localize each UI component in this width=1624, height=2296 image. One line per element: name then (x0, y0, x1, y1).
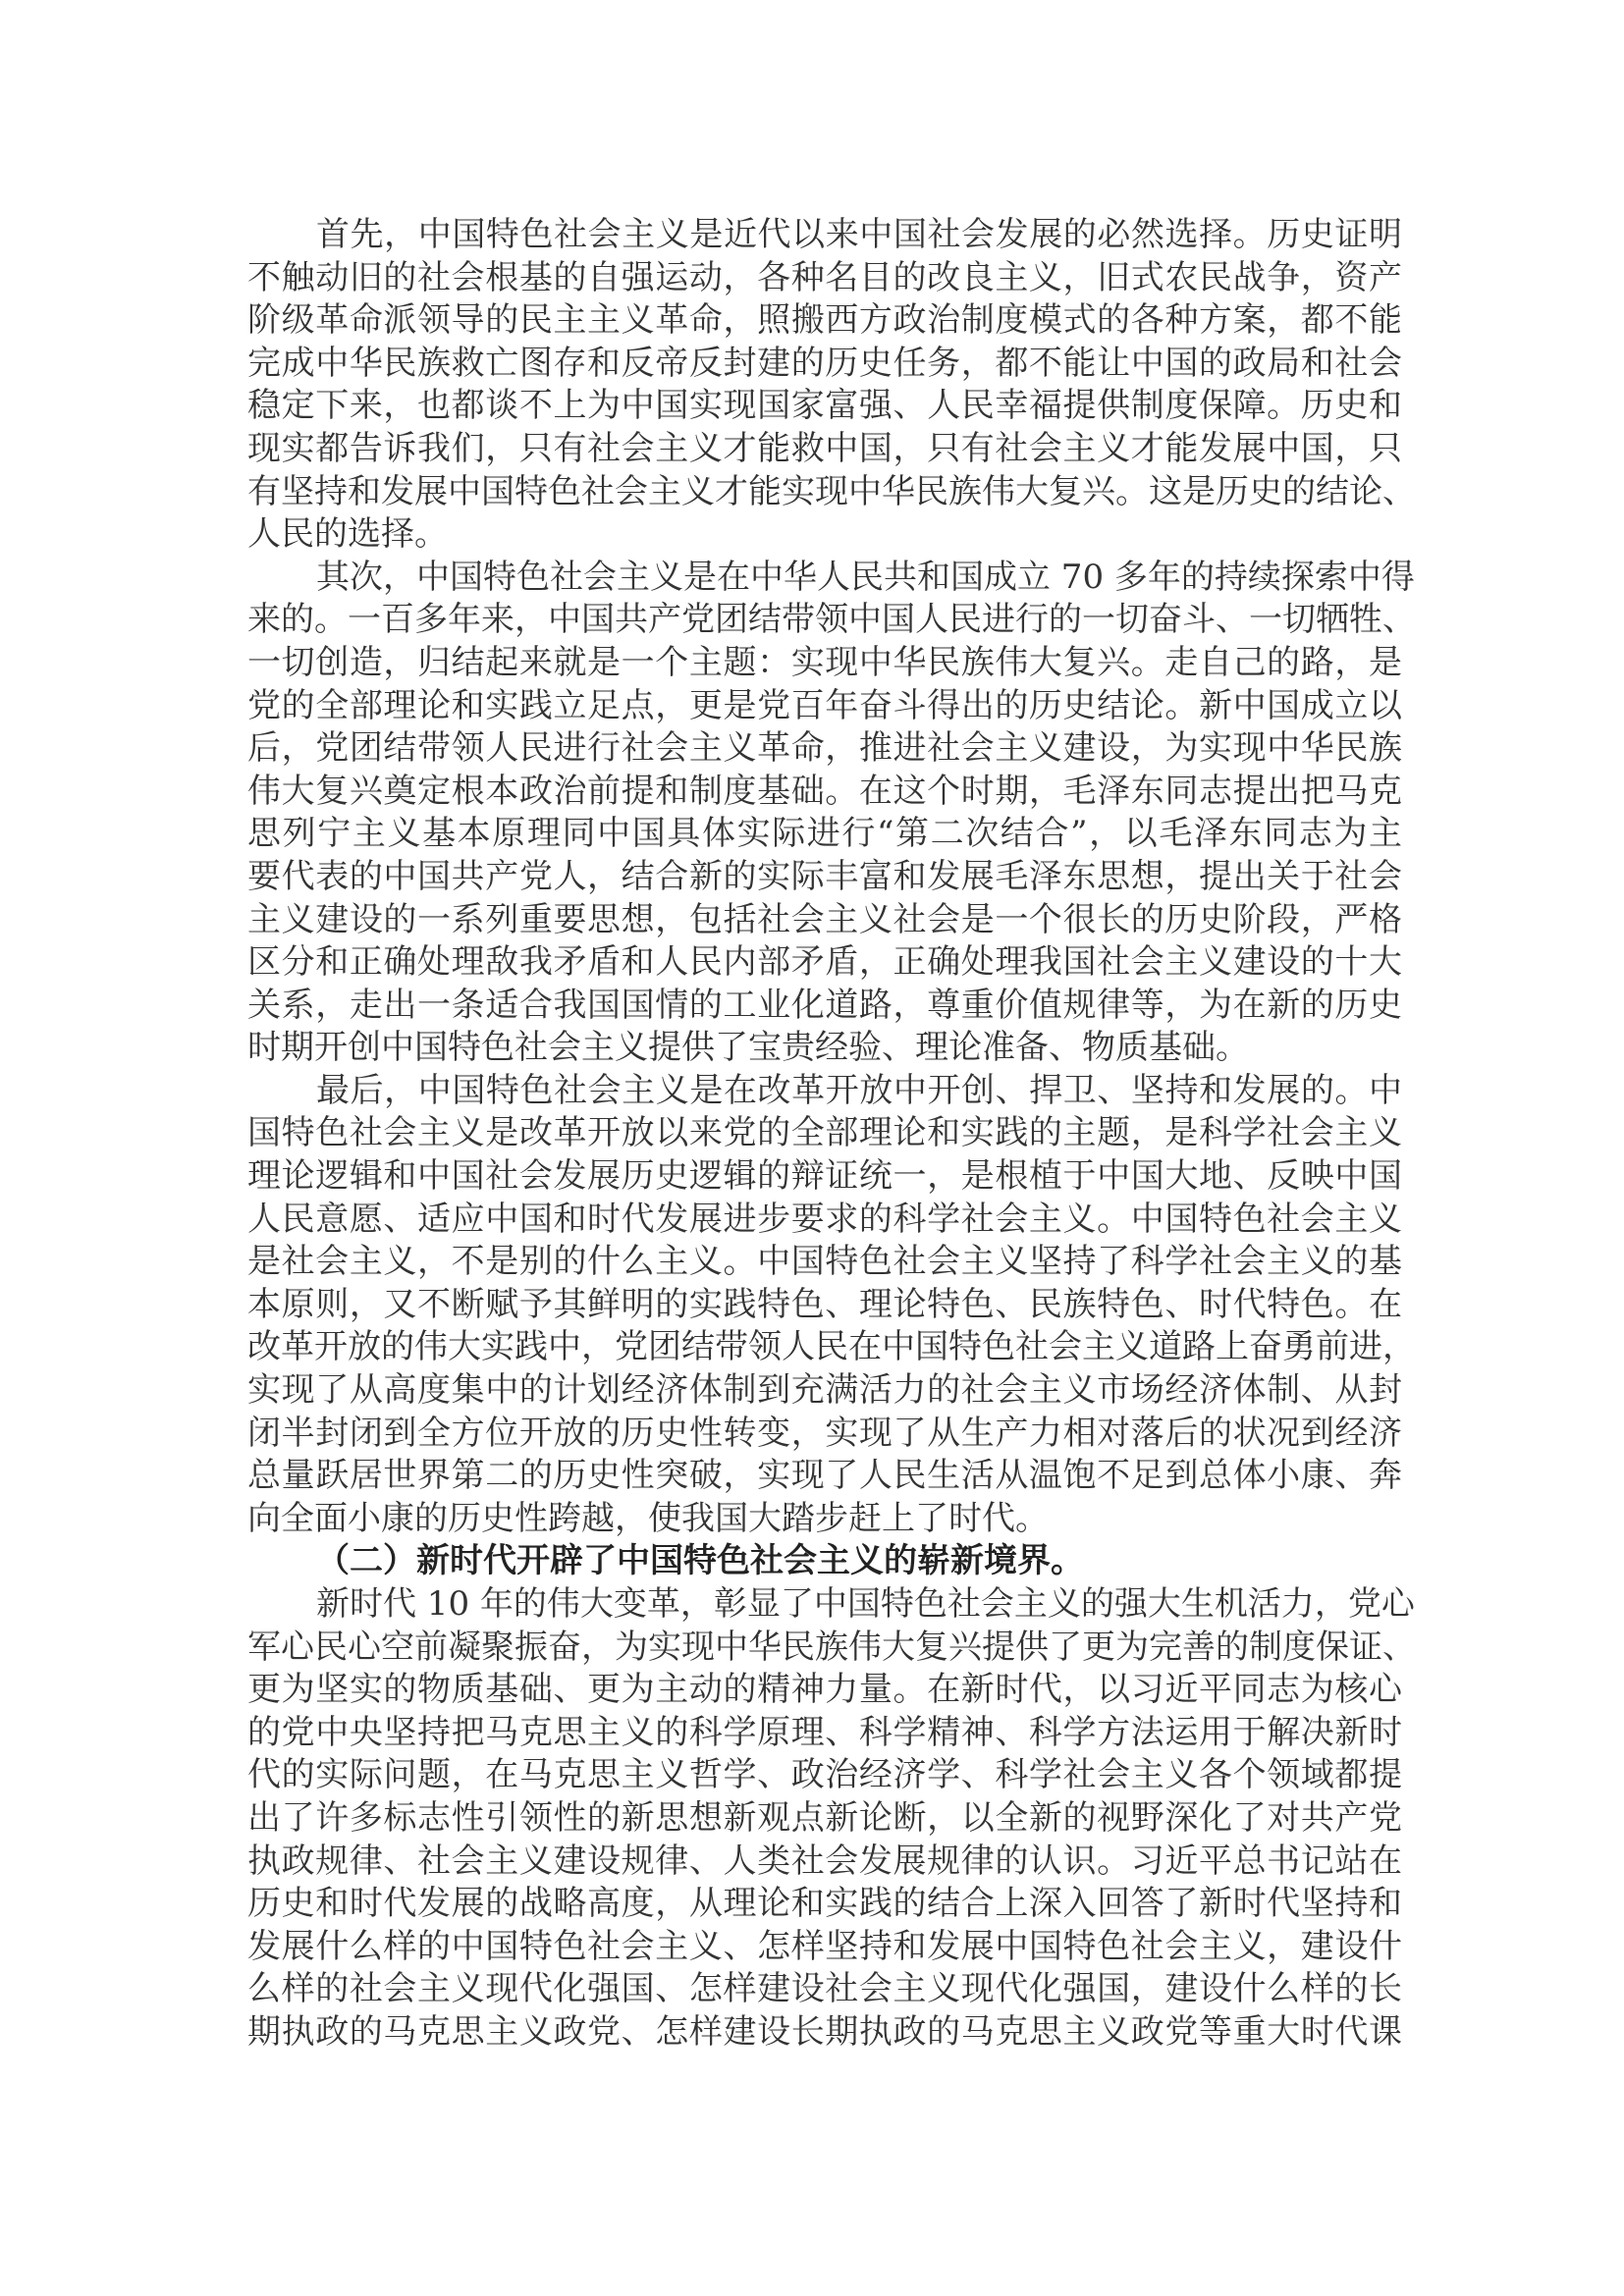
text-line: 区分和正确处理敌我矛盾和人民内部矛盾，正确处理我国社会主义建设的十大 (247, 942, 1402, 983)
text-line: 伟大复兴奠定根本政治前提和制度基础。在这个时期，毛泽东同志提出把马克 (247, 771, 1402, 811)
text-line: 执政规律、社会主义建设规律、人类社会发展规律的认识。习近平总书记站在 (247, 1841, 1402, 1881)
text-line: 理论逻辑和中国社会发展历史逻辑的辩证统一，是根植于中国大地、反映中国 (247, 1156, 1402, 1197)
text-line: 的党中央坚持把马克思主义的科学原理、科学精神、科学方法运用于解决新时 (247, 1712, 1402, 1752)
text-line: 本原则，又不断赋予其鲜明的实践特色、理论特色、民族特色、时代特色。在 (247, 1284, 1402, 1324)
text-line: 其次，中国特色社会主义是在中华人民共和国成立 70 多年的持续探索中得 (316, 557, 1415, 597)
text-line: 主义建设的一系列重要思想，包括社会主义社会是一个很长的历史阶段，严格 (247, 899, 1402, 939)
text-line: 时期开创中国特色社会主义提供了宝贵经验、理论准备、物质基础。 (247, 1028, 1249, 1068)
text-line: 人民的选择。 (247, 514, 448, 555)
paragraph (247, 557, 1416, 1070)
text-line: 么样的社会主义现代化强国、怎样建设社会主义现代化强国，建设什么样的长 (247, 1969, 1402, 2009)
text-line: 代的实际问题，在马克思主义哲学、政治经济学、科学社会主义各个领域都提 (247, 1755, 1402, 1795)
text-line: 发展什么样的中国特色社会主义、怎样坚持和发展中国特色社会主义，建设什 (247, 1926, 1402, 1966)
text-line: 期执政的马克思主义政党、怎样建设长期执政的马克思主义政党等重大时代课 (247, 2011, 1402, 2052)
text-line: 现实都告诉我们，只有社会主义才能救中国，只有社会主义才能发展中国，只 (247, 428, 1402, 468)
text-line: 最后，中国特色社会主义是在改革开放中开创、捍卫、坚持和发展的。中 (316, 1070, 1402, 1110)
text-line: 首先，中国特色社会主义是近代以来中国社会发展的必然选择。历史证明 (316, 215, 1402, 254)
text-line: 出了许多标志性引领性的新思想新观点新论断，以全新的视野深化了对共产党 (247, 1797, 1402, 1838)
text-line: 改革开放的伟大实践中，党团结带领人民在中国特色社会主义道路上奋勇前进， (247, 1327, 1416, 1367)
text-line: 稳定下来，也都谈不上为中国实现国家富强、人民幸福提供制度保障。历史和 (247, 386, 1402, 426)
text-line: 完成中华民族救亡图存和反帝反封建的历史任务，都不能让中国的政局和社会 (247, 343, 1402, 383)
paragraph (247, 1583, 1416, 2055)
paragraph (247, 1070, 1416, 1541)
text-line: 更为坚实的物质基础、更为主动的精神力量。在新时代，以习近平同志为核心 (247, 1670, 1402, 1710)
text-line: 国特色社会主义是改革开放以来党的全部理论和实践的主题，是科学社会主义 (247, 1113, 1402, 1153)
paragraph (247, 214, 1416, 557)
section-heading (247, 1540, 1402, 1583)
text-line: 新时代 10 年的伟大变革，彰显了中国特色社会主义的强大生机活力，党心 (316, 1584, 1415, 1624)
text-line: 有坚持和发展中国特色社会主义才能实现中华民族伟大复兴。这是历史的结论、 (247, 471, 1416, 511)
text-line: 向全面小康的历史性跨越，使我国大踏步赶上了时代。 (247, 1498, 1049, 1538)
text-line: 闭半封闭到全方位开放的历史性转变，实现了从生产力相对落后的状况到经济 (247, 1413, 1402, 1453)
text-line: 是社会主义，不是别的什么主义。中国特色社会主义坚持了科学社会主义的基 (247, 1242, 1402, 1282)
text-line: 军心民心空前凝聚振奋，为实现中华民族伟大复兴提供了更为完善的制度保证、 (247, 1627, 1416, 1667)
text-line: 总量跃居世界第二的历史性突破，实现了人民生活从温饱不足到总体小康、奔 (247, 1456, 1402, 1496)
text-line: 人民意愿、适应中国和时代发展进步要求的科学社会主义。中国特色社会主义 (247, 1199, 1402, 1239)
text-line: 要代表的中国共产党人，结合新的实际丰富和发展毛泽东思想，提出关于社会 (247, 856, 1402, 896)
text-line: 党的全部理论和实践立足点，更是党百年奋斗得出的历史结论。新中国成立以 (247, 685, 1402, 725)
document-page (247, 214, 1416, 2055)
text-line: 历史和时代发展的战略高度，从理论和实践的结合上深入回答了新时代坚持和 (247, 1884, 1402, 1924)
text-line: 阶级革命派领导的民主主义革命，照搬西方政治制度模式的各种方案，都不能 (247, 300, 1402, 341)
text-line: 思列宁主义基本原理同中国具体实际进行“第二次结合”，以毛泽东同志为主 (247, 814, 1402, 854)
text-line: 来的。一百多年来，中国共产党团结带领中国人民进行的一切奋斗、一切牺牲、 (247, 600, 1416, 640)
text-line: 一切创造，归结起来就是一个主题：实现中华民族伟大复兴。走自己的路，是 (247, 642, 1402, 682)
heading-text: （二）新时代开辟了中国特色社会主义的崭新境界。 (316, 1541, 1084, 1581)
text-line: 后，党团结带领人民进行社会主义革命，推进社会主义建设，为实现中华民族 (247, 728, 1402, 769)
text-line: 实现了从高度集中的计划经济体制到充满活力的社会主义市场经济体制、从封 (247, 1370, 1402, 1411)
text-line: 不触动旧的社会根基的自强运动，各种名目的改良主义，旧式农民战争，资产 (247, 257, 1402, 297)
text-line: 关系，走出一条适合我国国情的工业化道路，尊重价值规律等，为在新的历史 (247, 985, 1402, 1025)
